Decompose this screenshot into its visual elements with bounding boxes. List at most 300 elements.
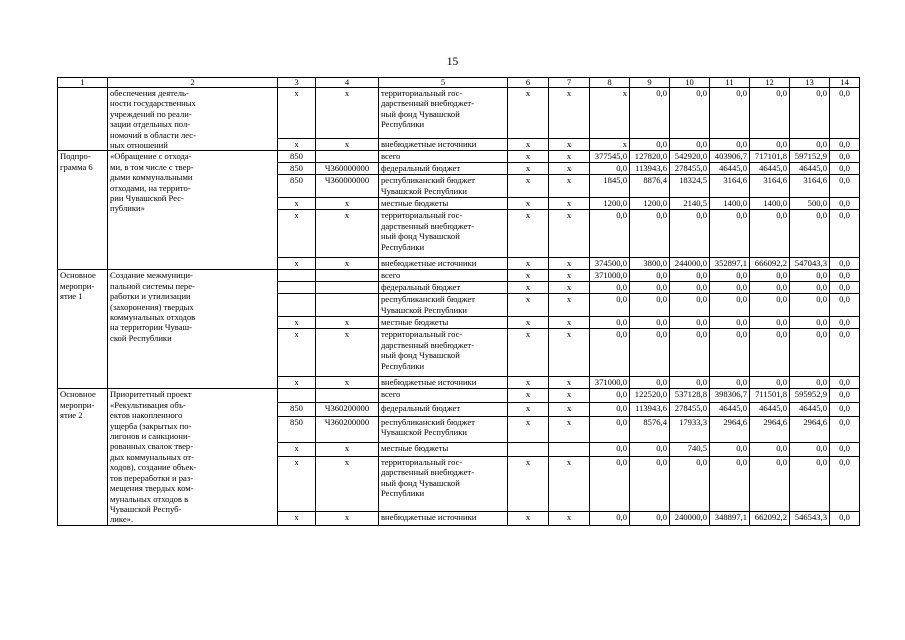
text-line: территориальный гос-: [381, 329, 463, 340]
cell-c6: x: [508, 377, 549, 389]
column-number-cell: 9: [630, 78, 670, 88]
column-number-cell: 2: [108, 78, 278, 88]
funding-source-cell: [379, 282, 508, 294]
table-row: [58, 389, 860, 403]
cell-c7: x: [549, 151, 590, 163]
text-line: дарственный внебюджет-: [381, 339, 475, 350]
cell-c6: x: [508, 175, 549, 198]
text-line: внебюджетные источники: [381, 258, 477, 269]
cell-c3: x: [278, 258, 316, 270]
cell-c14: 0,0: [830, 294, 860, 317]
cell-c6: [508, 443, 549, 457]
text-line: дых коммунальных от-: [110, 451, 194, 462]
cell-c9: 3800,0: [630, 258, 670, 270]
cell-c4: x: [316, 198, 379, 210]
text-line: федеральный бюджет: [381, 282, 461, 293]
cell-c8: x: [590, 88, 630, 139]
page-number: 15: [446, 56, 459, 68]
cell-c7: x: [549, 138, 590, 151]
cell-c3: x: [278, 511, 316, 525]
text-line: ности государственных: [110, 98, 196, 109]
cell-c11: 0,0: [710, 294, 750, 317]
name-cell: [108, 389, 278, 525]
text-line: республиканский бюджет: [381, 294, 475, 305]
cell-c10: 278455,0: [670, 163, 710, 175]
cell-c3: [278, 294, 316, 317]
cell-c13: 0,0: [790, 88, 830, 139]
text-line: Чувашской Республики: [381, 304, 467, 315]
cell-c14: 0,0: [830, 151, 860, 163]
cell-c7: x: [549, 456, 590, 511]
text-line: мунальных отходов в: [110, 493, 189, 504]
cell-c14: 0,0: [830, 282, 860, 294]
cell-c4: x: [316, 138, 379, 151]
cell-c6: x: [508, 151, 549, 163]
funding-source-cell: [379, 329, 508, 377]
text-line: меропри-: [60, 280, 95, 291]
cell-c9: 127820,0: [630, 151, 670, 163]
cell-c10: 244000,0: [670, 258, 710, 270]
cell-c4: x: [316, 511, 379, 525]
text-line: ный фонд Чувашской: [381, 477, 460, 488]
cell-c10: 278455,0: [670, 403, 710, 417]
funding-source-cell: [379, 416, 508, 442]
cell-c4: Ч360000000: [316, 163, 379, 175]
cell-c13: 46445,0: [790, 403, 830, 417]
cell-c13: 0,0: [790, 443, 830, 457]
cell-c9: 0,0: [630, 270, 670, 282]
text-line: ный фонд Чувашской: [381, 108, 460, 119]
cell-c13: 595952,9: [790, 389, 830, 403]
name-cell: [108, 151, 278, 270]
cell-c10: 240000,0: [670, 511, 710, 525]
column-number-cell: 1: [58, 78, 108, 88]
column-number-cell: 6: [508, 78, 549, 88]
funding-source-cell: [379, 377, 508, 389]
cell-c10: 0,0: [670, 282, 710, 294]
text-line: ектов накопленного: [110, 410, 183, 421]
text-line: ных отношений: [110, 140, 168, 151]
cell-c13: 46445,0: [790, 163, 830, 175]
cell-c11: 1400,0: [710, 198, 750, 210]
cell-c6: x: [508, 403, 549, 417]
budget-table: [57, 77, 860, 526]
cell-c6: x: [508, 210, 549, 258]
cell-c11: 0,0: [710, 210, 750, 258]
cell-c10: 0,0: [670, 210, 710, 258]
text-line: местные бюджеты: [381, 443, 449, 454]
cell-c9: 0,0: [630, 377, 670, 389]
funding-source-cell: [379, 389, 508, 403]
column-number-cell: 8: [590, 78, 630, 88]
text-line: ходов), создание объек-: [110, 462, 197, 473]
cell-c9: 0,0: [630, 294, 670, 317]
text-line: территориальный гос-: [381, 210, 463, 221]
cell-c6: x: [508, 88, 549, 139]
text-line: внебюджетные источники: [381, 511, 477, 522]
cell-c9: 113943,6: [630, 403, 670, 417]
cell-c14: 0,0: [830, 175, 860, 198]
cell-c10: 0,0: [670, 138, 710, 151]
cell-c9: 8876,4: [630, 175, 670, 198]
cell-c13: 0,0: [790, 329, 830, 377]
funding-source-cell: [379, 151, 508, 163]
funding-source-cell: [379, 294, 508, 317]
cell-c11: 0,0: [710, 329, 750, 377]
cell-c3: [278, 270, 316, 282]
text-line: грамма 6: [60, 161, 93, 172]
cell-c3: x: [278, 138, 316, 151]
cell-c13: 0,0: [790, 294, 830, 317]
text-line: лигонов и санкциони-: [110, 431, 191, 442]
funding-source-cell: [379, 270, 508, 282]
cell-c14: 0,0: [830, 456, 860, 511]
text-line: дарственный внебюджет-: [381, 467, 475, 478]
cell-c13: 3164,6: [790, 175, 830, 198]
cell-c9: 0,0: [630, 282, 670, 294]
text-line: (захоронения) твердых: [110, 301, 194, 312]
cell-c11: 3164,6: [710, 175, 750, 198]
text-line: рии Чувашской Рес-: [110, 193, 184, 204]
text-line: федеральный бюджет: [381, 403, 461, 414]
cell-c4: x: [316, 258, 379, 270]
cell-c14: 0,0: [830, 163, 860, 175]
cell-c7: x: [549, 175, 590, 198]
funding-source-cell: [379, 511, 508, 525]
cell-c9: 0,0: [630, 329, 670, 377]
cell-c7: x: [549, 416, 590, 442]
funding-source-cell: [379, 88, 508, 139]
cell-c13: 0,0: [790, 317, 830, 329]
cell-c14: 0,0: [830, 88, 860, 139]
cell-c4: x: [316, 329, 379, 377]
cell-c14: 0,0: [830, 511, 860, 525]
cell-c13: 500,0: [790, 198, 830, 210]
cell-c9: 0,0: [630, 317, 670, 329]
cell-c11: 0,0: [710, 443, 750, 457]
cell-c4: x: [316, 317, 379, 329]
cell-c12: 662092,2: [750, 511, 790, 525]
cell-c10: 0,0: [670, 329, 710, 377]
text-line: внебюджетные источники: [381, 377, 477, 388]
text-line: Чувашской Респуб-: [110, 503, 182, 514]
table-row: [58, 151, 860, 163]
cell-c11: 398306,7: [710, 389, 750, 403]
cell-c4: [316, 151, 379, 163]
cell-c9: 0,0: [630, 443, 670, 457]
cell-c7: x: [549, 329, 590, 377]
cell-c3: 850: [278, 416, 316, 442]
cell-c14: 0,0: [830, 210, 860, 258]
cell-c4: Ч360000000: [316, 175, 379, 198]
cell-c6: x: [508, 511, 549, 525]
cell-c7: x: [549, 294, 590, 317]
cell-c14: 0,0: [830, 198, 860, 210]
name-cell: [108, 88, 278, 151]
funding-source-cell: [379, 175, 508, 198]
cell-c6: x: [508, 198, 549, 210]
cell-c3: x: [278, 317, 316, 329]
text-line: ятие 2: [60, 410, 83, 421]
cell-c3: x: [278, 210, 316, 258]
text-line: пальной системы пере-: [110, 280, 195, 291]
funding-source-cell: [379, 138, 508, 151]
text-line: федеральный бюджет: [381, 163, 461, 174]
cell-c8: 371000,0: [590, 377, 630, 389]
cell-c4: [316, 282, 379, 294]
cell-c4: x: [316, 210, 379, 258]
text-line: мещения твердых ком-: [110, 483, 194, 494]
cell-c12: 0,0: [750, 443, 790, 457]
cell-c6: x: [508, 163, 549, 175]
cell-c8: 0,0: [590, 210, 630, 258]
cell-c8: 371000,0: [590, 270, 630, 282]
cell-c14: 0,0: [830, 443, 860, 457]
cell-c3: [278, 282, 316, 294]
cell-c4: [316, 389, 379, 403]
text-line: Республики: [381, 241, 425, 252]
cell-c9: 0,0: [630, 456, 670, 511]
cell-c7: x: [549, 511, 590, 525]
cell-c9: 113943,6: [630, 163, 670, 175]
text-line: Основное: [60, 270, 96, 281]
text-line: учреждений по реали-: [110, 108, 192, 119]
cell-c11: 46445,0: [710, 163, 750, 175]
cell-c9: 0,0: [630, 511, 670, 525]
cell-c12: 0,0: [750, 270, 790, 282]
cell-c11: 46445,0: [710, 403, 750, 417]
cell-c14: 0,0: [830, 270, 860, 282]
cell-c12: 46445,0: [750, 403, 790, 417]
cell-c14: 0,0: [830, 317, 860, 329]
cell-c8: 0,0: [590, 456, 630, 511]
status-cell: [58, 270, 108, 389]
text-line: отходами, на террито-: [110, 182, 191, 193]
cell-c13: 0,0: [790, 282, 830, 294]
cell-c10: 17933,3: [670, 416, 710, 442]
cell-c6: x: [508, 294, 549, 317]
cell-c8: 374500,0: [590, 258, 630, 270]
cell-c11: 0,0: [710, 270, 750, 282]
cell-c11: 403906,7: [710, 151, 750, 163]
cell-c12: 0,0: [750, 456, 790, 511]
cell-c4: x: [316, 88, 379, 139]
cell-c4: Ч360200000: [316, 403, 379, 417]
text-line: Республики: [381, 488, 425, 499]
cell-c13: 597152,9: [790, 151, 830, 163]
cell-c11: 2964,6: [710, 416, 750, 442]
cell-c10: 18324,5: [670, 175, 710, 198]
text-line: Приоритетный проект: [110, 389, 192, 400]
cell-c4: x: [316, 443, 379, 457]
table-row: [58, 88, 860, 139]
cell-c8: x: [590, 138, 630, 151]
cell-c6: x: [508, 258, 549, 270]
cell-c10: 0,0: [670, 377, 710, 389]
cell-c3: x: [278, 443, 316, 457]
cell-c6: x: [508, 282, 549, 294]
cell-c3: 850: [278, 403, 316, 417]
cell-c13: 0,0: [790, 138, 830, 151]
cell-c11: 0,0: [710, 456, 750, 511]
text-line: местные бюджеты: [381, 317, 449, 328]
cell-c12: 0,0: [750, 138, 790, 151]
cell-c7: x: [549, 282, 590, 294]
cell-c12: 711501,8: [750, 389, 790, 403]
cell-c13: 0,0: [790, 270, 830, 282]
text-line: «Обращение с отхода-: [110, 151, 192, 162]
status-cell: [58, 389, 108, 525]
cell-c10: 0,0: [670, 456, 710, 511]
cell-c14: 0,0: [830, 403, 860, 417]
cell-c13: 0,0: [790, 210, 830, 258]
cell-c10: 0,0: [670, 270, 710, 282]
cell-c11: 0,0: [710, 282, 750, 294]
column-number-cell: 3: [278, 78, 316, 88]
text-line: рованных свалок твер-: [110, 441, 194, 452]
cell-c8: 0,0: [590, 389, 630, 403]
text-line: Основное: [60, 389, 96, 400]
text-line: Республики: [381, 360, 425, 371]
cell-c6: x: [508, 329, 549, 377]
status-cell: [58, 151, 108, 270]
cell-c8: 0,0: [590, 403, 630, 417]
cell-c14: 0,0: [830, 329, 860, 377]
cell-c8: 1845,0: [590, 175, 630, 198]
cell-c10: 2140,5: [670, 198, 710, 210]
table-row: [58, 270, 860, 282]
cell-c8: 0,0: [590, 329, 630, 377]
column-number-cell: 11: [710, 78, 750, 88]
funding-source-cell: [379, 198, 508, 210]
column-number-cell: 12: [750, 78, 790, 88]
cell-c6: x: [508, 456, 549, 511]
text-line: всего: [381, 270, 401, 281]
funding-source-cell: [379, 443, 508, 457]
column-number-cell: 10: [670, 78, 710, 88]
text-line: Подпро-: [60, 151, 91, 162]
cell-c10: 0,0: [670, 317, 710, 329]
cell-c3: [278, 389, 316, 403]
cell-c13: 547043,3: [790, 258, 830, 270]
text-line: зации отдельных пол-: [110, 119, 191, 130]
column-number-cell: 5: [379, 78, 508, 88]
cell-c12: 0,0: [750, 294, 790, 317]
cell-c6: x: [508, 138, 549, 151]
text-line: территориальный гос-: [381, 456, 463, 467]
cell-c9: 0,0: [630, 88, 670, 139]
cell-c9: 0,0: [630, 210, 670, 258]
cell-c3: x: [278, 456, 316, 511]
cell-c6: x: [508, 317, 549, 329]
cell-c11: 0,0: [710, 377, 750, 389]
text-line: Чувашской Республики: [381, 185, 467, 196]
cell-c10: 537128,8: [670, 389, 710, 403]
cell-c7: x: [549, 377, 590, 389]
cell-c3: 850: [278, 175, 316, 198]
text-line: обеспечения деятель-: [110, 88, 189, 98]
text-line: работки и утилизации: [110, 291, 191, 302]
cell-c8: 1200,0: [590, 198, 630, 210]
funding-source-cell: [379, 456, 508, 511]
cell-c8: 0,0: [590, 294, 630, 317]
text-line: всего: [381, 151, 401, 162]
text-line: на территории Чуваш-: [110, 322, 193, 333]
cell-c14: 0,0: [830, 138, 860, 151]
cell-c3: x: [278, 377, 316, 389]
cell-c3: x: [278, 88, 316, 139]
funding-source-cell: [379, 403, 508, 417]
cell-c8: 0,0: [590, 317, 630, 329]
text-line: ный фонд Чувашской: [381, 350, 460, 361]
text-line: республиканский бюджет: [381, 416, 475, 427]
text-line: дарственный внебюджет-: [381, 220, 475, 231]
funding-source-cell: [379, 317, 508, 329]
cell-c4: x: [316, 456, 379, 511]
cell-c13: 0,0: [790, 456, 830, 511]
text-line: публики»: [110, 203, 145, 214]
header-row: [58, 78, 860, 88]
cell-c12: 666092,2: [750, 258, 790, 270]
cell-c12: 3164,6: [750, 175, 790, 198]
cell-c11: 0,0: [710, 88, 750, 139]
text-line: ный фонд Чувашской: [381, 231, 460, 242]
cell-c7: x: [549, 403, 590, 417]
cell-c10: 542920,0: [670, 151, 710, 163]
cell-c11: 0,0: [710, 317, 750, 329]
text-line: Республики: [381, 119, 425, 130]
cell-c13: 0,0: [790, 377, 830, 389]
cell-c7: [549, 443, 590, 457]
cell-c8: 0,0: [590, 163, 630, 175]
cell-c7: x: [549, 198, 590, 210]
cell-c7: x: [549, 270, 590, 282]
cell-c8: 0,0: [590, 443, 630, 457]
text-line: коммунальных отходов: [110, 312, 196, 323]
cell-c4: [316, 270, 379, 282]
text-line: территориальный гос-: [381, 88, 463, 98]
cell-c14: 0,0: [830, 377, 860, 389]
column-number-cell: 7: [549, 78, 590, 88]
cell-c10: 0,0: [670, 294, 710, 317]
text-line: лике».: [110, 514, 134, 525]
cell-c10: 0,0: [670, 88, 710, 139]
text-line: республиканский бюджет: [381, 175, 475, 186]
text-line: всего: [381, 389, 401, 400]
cell-c12: 0,0: [750, 329, 790, 377]
cell-c7: x: [549, 317, 590, 329]
cell-c9: 8576,4: [630, 416, 670, 442]
cell-c3: 850: [278, 151, 316, 163]
text-line: Чувашской Республики: [381, 427, 467, 438]
cell-c7: x: [549, 389, 590, 403]
cell-c10: 740,5: [670, 443, 710, 457]
text-line: «Рекультивация объ-: [110, 399, 186, 410]
cell-c13: 546543,3: [790, 511, 830, 525]
cell-c6: x: [508, 416, 549, 442]
cell-c9: 0,0: [630, 138, 670, 151]
cell-c8: 0,0: [590, 511, 630, 525]
text-line: ятие 1: [60, 291, 83, 302]
cell-c3: x: [278, 198, 316, 210]
cell-c7: x: [549, 88, 590, 139]
text-line: ущерба (закрытых по-: [110, 420, 192, 431]
cell-c4: Ч360200000: [316, 416, 379, 442]
cell-c12: 0,0: [750, 377, 790, 389]
cell-c7: x: [549, 210, 590, 258]
text-line: внебюджетные источники: [381, 138, 477, 149]
cell-c14: 0,0: [830, 389, 860, 403]
